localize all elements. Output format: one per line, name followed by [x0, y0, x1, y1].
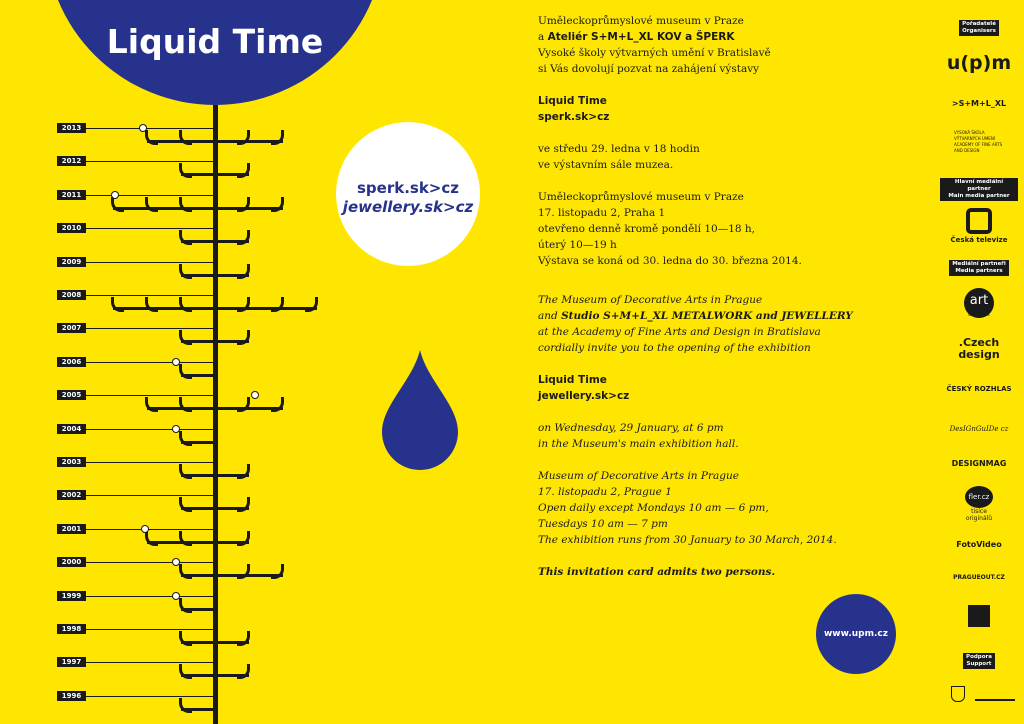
en-admission: This invitation card admits two persons. [538, 566, 776, 578]
branch [113, 307, 317, 310]
art-sub: & antiques [968, 312, 990, 317]
circle-line-en: jewellery.sk>cz [342, 198, 474, 216]
year-label: 1997 [57, 657, 86, 667]
website-link[interactable]: www.upm.cz [816, 594, 896, 674]
designguide-logo: DesIGnGuIDe cz [949, 425, 1009, 433]
en-intro-c: at the Academy of Fine Arts and Design in Bratislava cordially invite you to the opening of the exhibition [538, 326, 821, 354]
ministry-crest-icon [940, 686, 1018, 705]
en-intro [538, 292, 858, 356]
year-connector [86, 596, 215, 597]
support-label: Podpora Support [940, 650, 1018, 669]
year-connector [86, 195, 215, 196]
circle-line-cz: sperk.sk>cz [356, 179, 459, 197]
cz-studio: Ateliér S+M+L_XL KOV a ŠPERK [547, 31, 735, 43]
cz-date: ve středu 29. ledna v 18 hodin ve výstavním sále muzea. [538, 143, 700, 171]
sml-logo: >S+M+L_XL [951, 99, 1007, 108]
year-label: 2012 [57, 156, 86, 166]
year-connector [86, 529, 215, 530]
year-label: 1999 [57, 591, 86, 601]
year-connector [86, 696, 215, 697]
year-label: 1998 [57, 624, 86, 634]
cz-intro [538, 13, 838, 77]
timeline-trunk [213, 105, 218, 724]
year-connector [86, 161, 215, 162]
vsvu-logo: VYSOKÁ ŠKOLA VÝTVARNÝCH UMENÍ ACADEMY OF FINE ARTS AND DESIGN [954, 130, 1003, 153]
year-label: 2009 [57, 257, 86, 267]
year-label: 2007 [57, 323, 86, 333]
year-connector [86, 228, 215, 229]
radio-logo-icon [940, 605, 1018, 627]
year-connector [86, 262, 215, 263]
timeline-marker [141, 525, 149, 533]
art-antiques-logo [940, 288, 1018, 317]
year-label: 2008 [57, 290, 86, 300]
timeline-marker [139, 124, 147, 132]
branch [113, 207, 283, 210]
year-label: 2003 [57, 457, 86, 467]
pragueout-logo: PRAGUEOUT.CZ [953, 574, 1005, 581]
year-label: 2011 [57, 190, 86, 200]
year-label: 2010 [57, 223, 86, 233]
cz-intro-c: Vysoké školy výtvarných umění v Bratislavě si Vás dovolují pozvat na zahájení výstavy [538, 47, 771, 75]
year-label: 2002 [57, 490, 86, 500]
invitation-czech [538, 13, 838, 285]
ct-name: Česká televize [950, 236, 1008, 244]
year-label: 2005 [57, 390, 86, 400]
fotovideo-logo: FotoVideo [956, 540, 1002, 549]
year-label: 2001 [57, 524, 86, 534]
timeline-marker [172, 358, 180, 366]
designmag-logo: DESIGNMAG [951, 459, 1007, 468]
upm-logo: u(p)m [946, 52, 1012, 74]
timeline-marker [172, 592, 180, 600]
year-label: 2004 [57, 424, 86, 434]
en-venue: Museum of Decorative Arts in Prague 17. listopadu 2, Prague 1 Open daily except Mondays 10 am — 6 pm, Tuesdays 10 am — 7 pm The exhibition runs from 30 January to 30 March, 2014. [538, 470, 837, 546]
exhibition-title: Liquid Time [106, 22, 324, 61]
cz-venue: Uměleckoprůmyslové museum v Praze 17. listopadu 2, Praha 1 otevřeno denně kromě pondělí 10—18 h, úterý 10—19 h Výstava se koná od 30. ledna do 30. března 2014. [538, 191, 802, 267]
cesky-rozhlas-logo: ČESKÝ ROZHLAS [946, 385, 1012, 393]
fler-sub: tisíce originálů [965, 508, 993, 522]
branch [147, 140, 283, 143]
fler-mark: fler.cz [965, 486, 993, 508]
main-media-partner-label: Hlavní mediální partner Main media partner [940, 178, 1018, 201]
year-connector [86, 462, 215, 463]
year-connector [86, 395, 215, 396]
year-connector [86, 429, 215, 430]
branch [181, 574, 283, 577]
year-connector [86, 629, 215, 630]
year-label: 2013 [57, 123, 86, 133]
timeline-marker [251, 391, 259, 399]
year-connector [86, 362, 215, 363]
timeline-marker [111, 191, 119, 199]
en-studio: Studio S+M+L_XL METALWORK and JEWELLERY [561, 310, 853, 322]
timeline-marker [172, 425, 180, 433]
year-connector [86, 495, 215, 496]
cz-exhibition-name: Liquid Time sperk.sk>cz [538, 95, 610, 123]
year-connector [86, 662, 215, 663]
water-drop-icon [380, 350, 460, 470]
branch [147, 407, 283, 410]
fler-logo [940, 486, 1018, 522]
year-connector [86, 295, 215, 296]
year-label: 2006 [57, 357, 86, 367]
year-connector [86, 128, 215, 129]
year-label: 1996 [57, 691, 86, 701]
branch [147, 541, 249, 544]
en-intro-a: The Museum of Decorative Arts in Prague and [538, 294, 763, 322]
year-connector [86, 328, 215, 329]
media-partners-label: Mediální partneři Media partners [940, 257, 1018, 276]
organisers-label: Pořadatelé Organisers [940, 17, 1018, 36]
cz-intro-a: Uměleckoprůmyslové museum v Praze a [538, 15, 744, 43]
year-label: 2000 [57, 557, 86, 567]
en-exhibition-name: Liquid Time jewellery.sk>cz [538, 374, 630, 402]
ct-icon [966, 208, 992, 234]
czech-design-logo: .Czech design [958, 336, 1000, 361]
year-connector [86, 562, 215, 563]
invitation-english [538, 292, 858, 596]
en-date: on Wednesday, 29 January, at 6 pm in the Museum's main exhibition hall. [538, 422, 739, 450]
art-mark: art [964, 288, 994, 318]
ct-logo [940, 208, 1018, 244]
